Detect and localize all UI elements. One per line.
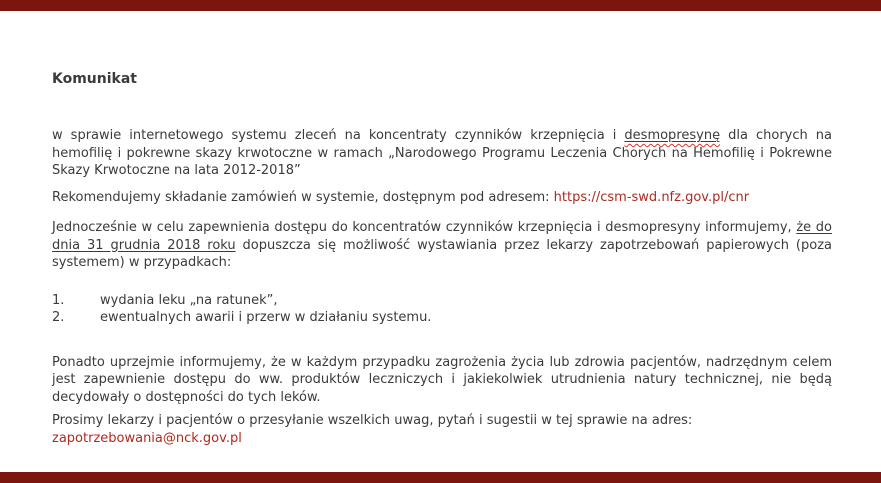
contact-email-link[interactable]: zapotrzebowania@nck.gov.pl	[52, 430, 242, 446]
paragraph-contact	[52, 412, 832, 447]
page-title: Komunikat	[52, 71, 137, 87]
recommendation-text: Rekomendujemy składanie zamówień w systemie, dostępnym pod adresem:	[52, 189, 554, 205]
contact-text: Prosimy lekarzy i pacjentów o przesyłanie wszelkich uwag, pytań i sugestii w tej sprawie na adres:	[52, 413, 693, 428]
spellchecked-word-wrap	[624, 128, 720, 143]
paragraph-assurance: Ponadto uprzejmie informujemy, że w każdym przypadku zagrożenia życia lub zdrowia pacjentów, nadrzędnym celem jest zapewnienie dostępu do ww. produktów leczniczych i jakiekolwiek utrudnienia natury technicznej, nie będą decydowały o dostępności do tych leków.	[52, 354, 832, 405]
system-url-link[interactable]: https://csm-swd.nfz.gov.pl/cnr	[553, 189, 750, 205]
content-area	[0, 11, 881, 447]
list-item-number: 1.	[52, 292, 65, 308]
list-item	[52, 309, 832, 327]
list-item	[52, 292, 832, 310]
paragraph-simultaneous	[52, 219, 832, 272]
simultaneous-text-pre: Jednocześnie w celu zapewnienia dostępu do koncentratów czynników krzepnięcia i desmopresyny informujemy,	[52, 220, 797, 235]
simultaneous-text-post: dopuszcza się możliwość wystawiania przez lekarzy zapotrzebowań papierowych (poza systemem) w przypadkach:	[52, 237, 832, 270]
list-item-number: 2.	[52, 310, 65, 325]
intro-text-pre: w sprawie internetowego systemu zleceń na koncentraty czynników krzepnięcia i	[52, 128, 625, 143]
bottom-accent-bar	[0, 472, 881, 483]
list-item-text: ewentualnych awarii i przerw w działaniu systemu.	[100, 310, 432, 325]
intro-text-post: dla chorych na hemofilię i pokrewne skazy krwotoczne w ramach „Narodowego Programu Leczenia Chorych na Hemofilię i Pokrewne Skazy Krwotoczne na lata 2012-2018”	[52, 128, 832, 178]
list-item-text: wydania leku „na ratunek”,	[100, 292, 278, 308]
paragraph-intro	[52, 127, 832, 180]
case-list	[52, 292, 832, 327]
top-accent-bar	[0, 0, 881, 11]
paragraph-recommendation	[52, 189, 832, 207]
spellchecked-word: desmopresynę	[624, 128, 721, 143]
underlined-deadline-phrase: że do dnia 31 grudnia 2018 roku	[52, 220, 832, 253]
